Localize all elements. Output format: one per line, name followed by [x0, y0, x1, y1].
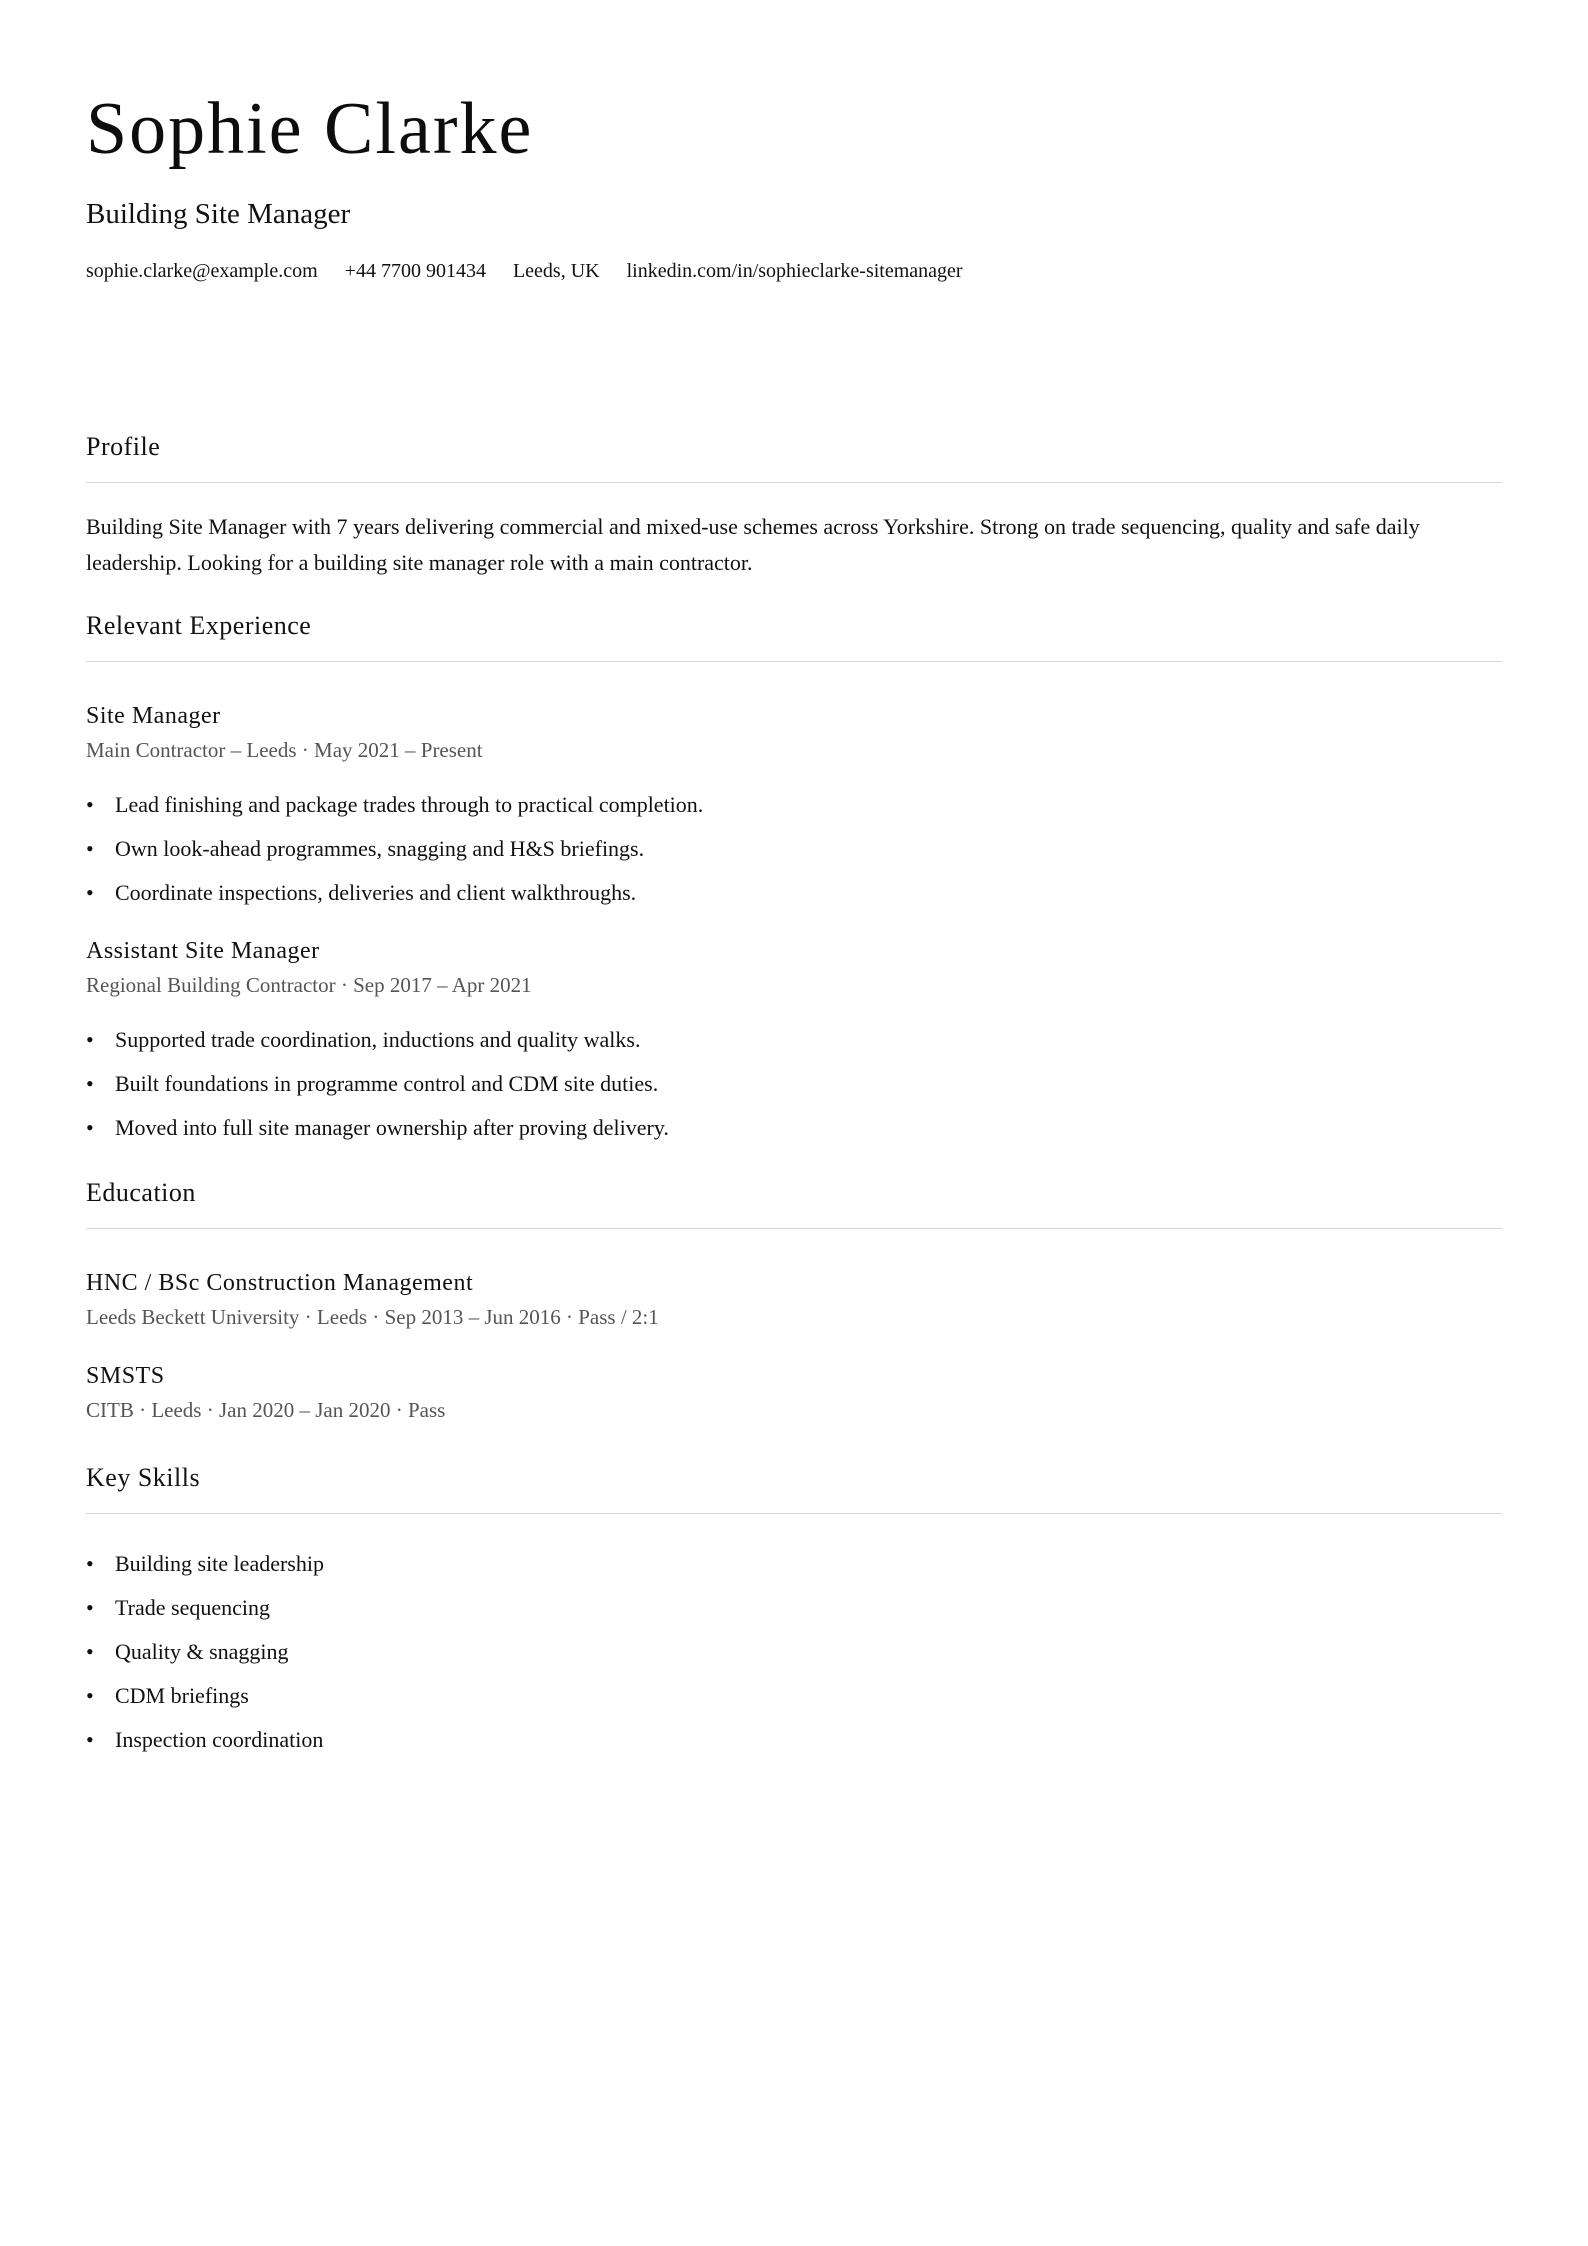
bullet-icon: •	[86, 1027, 94, 1052]
list-item	[86, 871, 1502, 915]
list-item	[86, 1630, 1502, 1674]
job-meta: Main Contractor – Leeds · May 2021 – Present	[86, 738, 483, 762]
list-item	[86, 827, 1502, 871]
experience-entry	[86, 939, 1502, 1150]
qualification-title: SMSTS	[86, 1363, 165, 1389]
profile-section	[86, 434, 1502, 581]
list-item	[86, 1718, 1502, 1762]
list-item	[86, 783, 1502, 827]
qualification-title: HNC / BSc Construction Management	[86, 1270, 474, 1296]
contact-line	[86, 261, 1502, 281]
bullet-icon: •	[86, 792, 94, 817]
qualification-meta: CITB · Leeds · Jan 2020 – Jan 2020 · Pass	[86, 1398, 446, 1422]
contact-linkedin[interactable]: linkedin.com/in/sophieclarke-sitemanager	[626, 260, 963, 282]
skill-text: Quality & snagging	[115, 1639, 289, 1664]
job-bullets	[86, 783, 1502, 915]
skill-text: Trade sequencing	[115, 1595, 270, 1620]
skill-text: Inspection coordination	[115, 1727, 324, 1752]
education-entry	[86, 1271, 1502, 1328]
bullet-text: Supported trade coordination, inductions and quality walks.	[115, 1027, 641, 1052]
contact-phone[interactable]: +44 7700 901434	[344, 260, 486, 282]
bullet-icon: •	[86, 1551, 94, 1576]
bullet-icon: •	[86, 1683, 94, 1708]
education-entry	[86, 1364, 1502, 1421]
bullet-icon: •	[86, 1727, 94, 1752]
list-item	[86, 1542, 1502, 1586]
bullet-text: Lead finishing and package trades through to practical completion.	[115, 792, 704, 817]
bullet-text: Own look-ahead programmes, snagging and H&S briefings.	[115, 836, 645, 861]
list-item	[86, 1018, 1502, 1062]
contact-email[interactable]: sophie.clarke@example.com	[86, 260, 318, 282]
job-title: Assistant Site Manager	[86, 938, 320, 964]
job-title: Site Manager	[86, 703, 221, 729]
bullet-icon: •	[86, 836, 94, 861]
profile-summary: Building Site Manager with 7 years delivering commercial and mixed-use schemes across Yorkshire. Strong on trade sequencing, quality and safe daily leadership. Looking for a building site manager role with a main contractor.	[86, 514, 1420, 575]
list-item	[86, 1674, 1502, 1718]
skills-list	[86, 1542, 1502, 1762]
section-heading-profile: Profile	[86, 434, 1502, 483]
bullet-text: Built foundations in programme control and CDM site duties.	[115, 1071, 659, 1096]
bullet-text: Coordinate inspections, deliveries and client walkthroughs.	[115, 880, 637, 905]
experience-entry	[86, 704, 1502, 915]
bullet-icon: •	[86, 1071, 94, 1096]
list-item	[86, 1586, 1502, 1630]
job-bullets	[86, 1018, 1502, 1150]
experience-section	[86, 613, 1502, 1150]
skill-text: CDM briefings	[115, 1683, 249, 1708]
candidate-title: Building Site Manager	[86, 198, 351, 230]
bullet-icon: •	[86, 880, 94, 905]
list-item	[86, 1106, 1502, 1150]
qualification-meta: Leeds Beckett University · Leeds · Sep 2013 – Jun 2016 · Pass / 2:1	[86, 1305, 659, 1329]
education-section	[86, 1180, 1502, 1421]
bullet-icon: •	[86, 1639, 94, 1664]
job-meta: Regional Building Contractor · Sep 2017 – Apr 2021	[86, 973, 532, 997]
skills-section	[86, 1465, 1502, 1762]
bullet-icon: •	[86, 1595, 94, 1620]
bullet-icon: •	[86, 1115, 94, 1140]
bullet-text: Moved into full site manager ownership after proving delivery.	[115, 1115, 669, 1140]
skill-text: Building site leadership	[115, 1551, 324, 1576]
resume-header	[86, 0, 1502, 281]
section-heading-education: Education	[86, 1180, 1502, 1229]
section-heading-experience: Relevant Experience	[86, 613, 1502, 662]
list-item	[86, 1062, 1502, 1106]
section-heading-skills: Key Skills	[86, 1465, 1502, 1514]
contact-location: Leeds, UK	[512, 260, 600, 282]
candidate-name: Sophie Clarke	[86, 88, 534, 170]
